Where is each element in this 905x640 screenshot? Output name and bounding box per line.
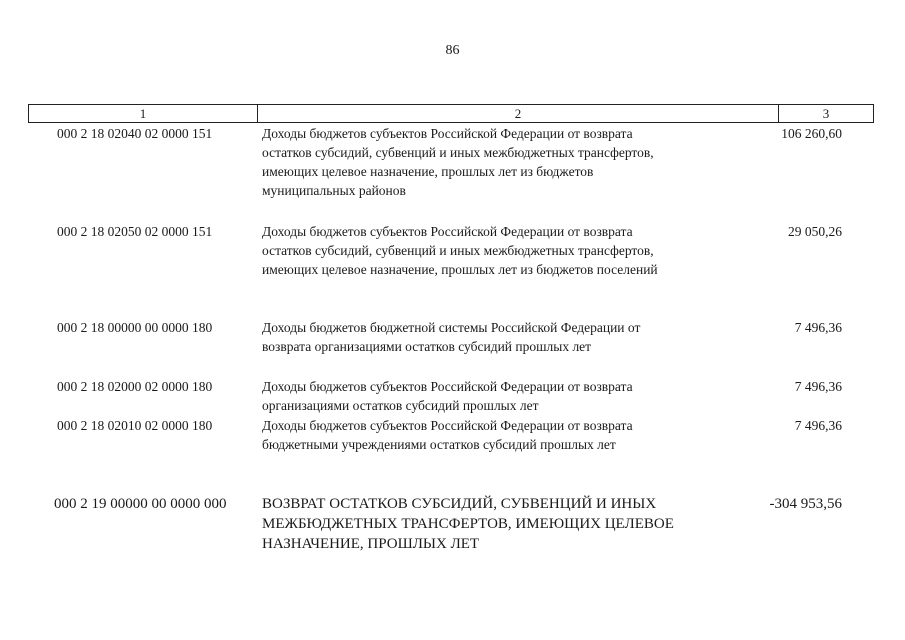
description-line: Доходы бюджетов субъектов Российской Федерации от возврата	[262, 379, 633, 394]
description-line: Доходы бюджетов субъектов Российской Федерации от возврата	[262, 126, 633, 141]
row-description	[262, 494, 732, 554]
budget-code: 000 2 19 00000 00 0000 000	[54, 496, 227, 512]
row-description	[262, 377, 732, 415]
description-line: МЕЖБЮДЖЕТНЫХ ТРАНСФЕРТОВ, ИМЕЮЩИХ ЦЕЛЕВОЕ	[262, 516, 674, 532]
amount: 106 260,60	[781, 126, 842, 141]
budget-code: 000 2 18 02040 02 0000 151	[57, 126, 213, 141]
row-description	[262, 222, 732, 279]
row-description	[262, 416, 732, 454]
description-line: Доходы бюджетов бюджетной системы Российской Федерации от	[262, 320, 641, 335]
description-line: имеющих целевое назначение, прошлых лет из бюджетов	[262, 164, 594, 179]
description-line: Доходы бюджетов субъектов Российской Федерации от возврата	[262, 418, 633, 433]
description-line: организациями остатков субсидий прошлых лет	[262, 398, 539, 413]
description-line: муниципальных районов	[262, 183, 406, 198]
amount: -304 953,56	[769, 496, 842, 512]
column-header-2: 2	[258, 105, 779, 122]
description-line: остатков субсидий, субвенций и иных межбюджетных трансфертов,	[262, 243, 654, 258]
budget-code: 000 2 18 02050 02 0000 151	[57, 224, 213, 239]
row-description	[262, 318, 732, 356]
description-line: остатков субсидий, субвенций и иных межбюджетных трансфертов,	[262, 145, 654, 160]
column-header-3: 3	[822, 106, 830, 121]
description-line: Доходы бюджетов субъектов Российской Федерации от возврата	[262, 224, 633, 239]
column-header-1: 1	[29, 105, 258, 122]
description-line: ВОЗВРАТ ОСТАТКОВ СУБСИДИЙ, СУБВЕНЦИЙ И ИНЫХ	[262, 496, 657, 512]
amount: 7 496,36	[794, 320, 842, 335]
description-line: бюджетными учреждениями остатков субсидий прошлых лет	[262, 437, 616, 452]
table-header	[28, 104, 874, 123]
budget-code: 000 2 18 02010 02 0000 180	[57, 418, 213, 433]
amount: 7 496,36	[794, 418, 842, 433]
description-line: возврата организациями остатков субсидий прошлых лет	[262, 339, 592, 354]
page-number: 86	[445, 43, 460, 58]
row-description	[262, 124, 732, 200]
description-line: имеющих целевое назначение, прошлых лет из бюджетов поселений	[262, 262, 658, 277]
description-line: НАЗНАЧЕНИЕ, ПРОШЛЫХ ЛЕТ	[262, 536, 480, 552]
amount: 29 050,26	[788, 224, 842, 239]
budget-code: 000 2 18 02000 02 0000 180	[57, 379, 213, 394]
amount: 7 496,36	[794, 379, 842, 394]
budget-code: 000 2 18 00000 00 0000 180	[57, 320, 213, 335]
